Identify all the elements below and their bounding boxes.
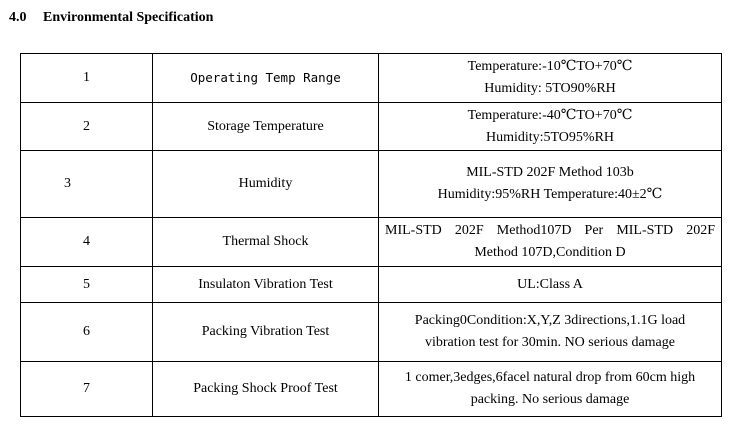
row-index: 2 [21, 103, 153, 151]
row-spec [379, 303, 722, 362]
spec-line: packing. No serious damage [470, 392, 630, 407]
spec-line: Temperature:-40℃TO+70℃ [467, 107, 633, 123]
row-spec [379, 267, 722, 303]
table-row [21, 267, 722, 303]
spec-line: vibration test for 30min. NO serious damage [424, 335, 675, 350]
spec-line: UL:Class A [517, 276, 583, 292]
spec-line: Humidity: 5TO90%RH [484, 81, 616, 96]
row-index: 6 [21, 303, 153, 362]
row-index: 5 [21, 267, 153, 303]
table-row [21, 151, 722, 218]
table-row [21, 303, 722, 362]
spec-line: Method 107D,Condition D [474, 245, 626, 260]
spec-line: Humidity:95%RH Temperature:40±2℃ [437, 187, 663, 202]
spec-line: Humidity:5TO95%RH [485, 129, 615, 145]
row-item: Packing Shock Proof Test [153, 362, 379, 417]
row-item: Thermal Shock [153, 218, 379, 267]
row-spec [379, 218, 722, 267]
row-item: Operating Temp Range [153, 54, 379, 103]
spec-line: MIL-STD 202F Method 103b [466, 165, 634, 180]
environmental-spec-table [20, 53, 722, 417]
row-item: Storage Temperature [153, 103, 379, 151]
section-number: 4.0 [9, 10, 27, 25]
row-index: 3 [21, 151, 153, 218]
table-row [21, 103, 722, 151]
row-item: Humidity [153, 151, 379, 218]
row-spec [379, 362, 722, 417]
spec-line: Temperature:-10℃TO+70℃ [467, 59, 633, 74]
table-row [21, 218, 722, 267]
row-spec [379, 151, 722, 218]
row-index: 4 [21, 218, 153, 267]
spec-line: Packing0Condition:X,Y,Z 3directions,1.1G load [414, 313, 686, 328]
row-item: Packing Vibration Test [153, 303, 379, 362]
table-row [21, 54, 722, 103]
section-title: Environmental Specification [43, 10, 214, 25]
row-index: 7 [21, 362, 153, 417]
table-row [21, 362, 722, 417]
spec-line: MIL-STD 202F Method107D Per MIL-STD 202F [385, 223, 715, 238]
spec-line: 1 comer,3edges,6facel natural drop from 60cm high [404, 370, 696, 385]
row-spec [379, 54, 722, 103]
row-item: Insulaton Vibration Test [153, 267, 379, 303]
row-spec [379, 103, 722, 151]
row-index: 1 [21, 54, 153, 103]
section-heading [9, 10, 213, 26]
